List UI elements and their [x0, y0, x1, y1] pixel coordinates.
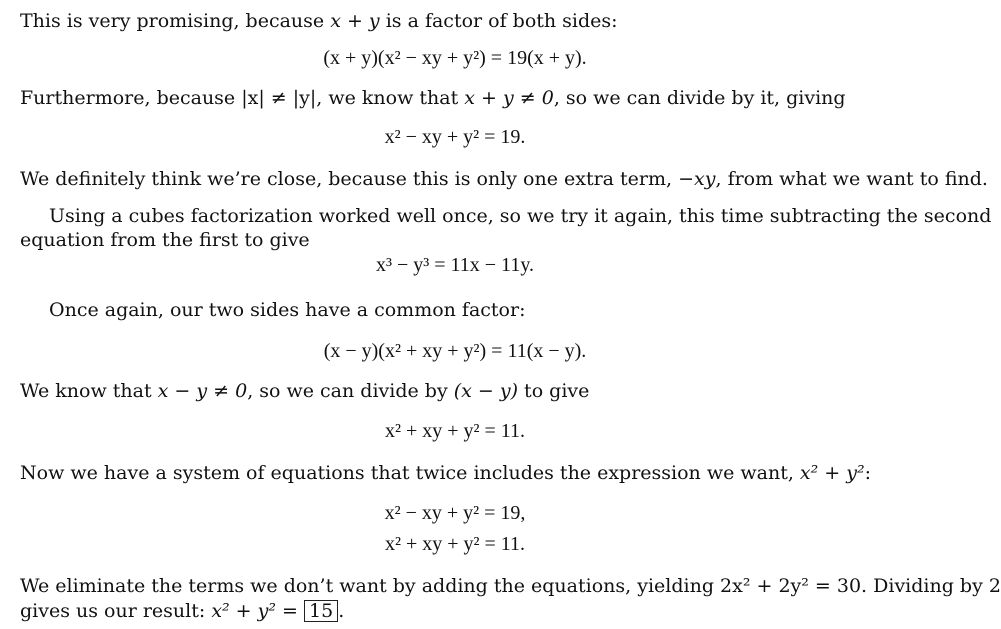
p3-text-a: We definitely think we’re close, because this is only one extra term, — [20, 168, 679, 190]
paragraph-6 — [20, 378, 589, 404]
paragraph-1 — [20, 8, 618, 34]
equation-3: x³ − y³ = 11x − 11y. — [375, 254, 535, 276]
paragraph-4-line-1: Using a cubes factorization worked well once, so we try it again, this time subtracting the second — [49, 205, 992, 227]
answer-box — [304, 600, 338, 622]
p8-text-a: gives us our result: — [20, 600, 212, 622]
p1-text-a: This is very promising, because — [20, 10, 331, 32]
p2-text-a: Furthermore, because |x| ≠ |y|, we know that — [20, 87, 465, 109]
p1-text-b: is a factor of both sides: — [379, 10, 618, 32]
p6-text-c: to give — [518, 380, 590, 402]
paragraph-8-line-1: We eliminate the terms we don’t want by adding the equations, yielding 2x² + 2y² = 30. Dividing by 2 — [20, 575, 1001, 597]
p2-text-b: , so we can divide by it, giving — [553, 87, 846, 109]
equation-4: (x − y)(x² + xy + y²) = 11(x − y). — [323, 340, 587, 362]
p8-end: . — [338, 600, 345, 622]
equation-1: (x + y)(x² − xy + y²) = 19(x + y). — [323, 47, 587, 69]
p8-expr: x² + y² = — [211, 600, 298, 622]
equation-2: x² − xy + y² = 19. — [384, 126, 526, 148]
paragraph-7 — [20, 460, 871, 486]
paragraph-5: Once again, our two sides have a common factor: — [49, 299, 526, 321]
p3-text-b: , from what we want to find. — [715, 168, 988, 190]
p6-expr: x − y ≠ 0 — [157, 380, 248, 402]
p6-text-b: , so we can divide by — [247, 380, 454, 402]
paragraph-3 — [20, 166, 988, 192]
p6-text-a: We know that — [20, 380, 158, 402]
equation-6a: x² − xy + y² = 19, — [384, 502, 526, 524]
paragraph-4-line-2: equation from the first to give — [20, 229, 310, 251]
p6-expr2: (x − y) — [453, 380, 519, 402]
p1-expr: x + y — [330, 10, 380, 32]
p7-text-b: : — [864, 462, 872, 484]
equation-5: x² + xy + y² = 11. — [384, 420, 526, 442]
p2-expr: x + y ≠ 0 — [464, 87, 554, 109]
answer-value: 15 — [309, 600, 334, 622]
paragraph-2 — [20, 85, 846, 111]
equation-6b: x² + xy + y² = 11. — [384, 533, 526, 555]
paragraph-8-line-2 — [20, 598, 344, 624]
p7-text-a: Now we have a system of equations that twice includes the expression we want, — [20, 462, 800, 484]
p3-expr: −xy — [678, 168, 716, 190]
p7-expr: x² + y² — [799, 462, 865, 484]
